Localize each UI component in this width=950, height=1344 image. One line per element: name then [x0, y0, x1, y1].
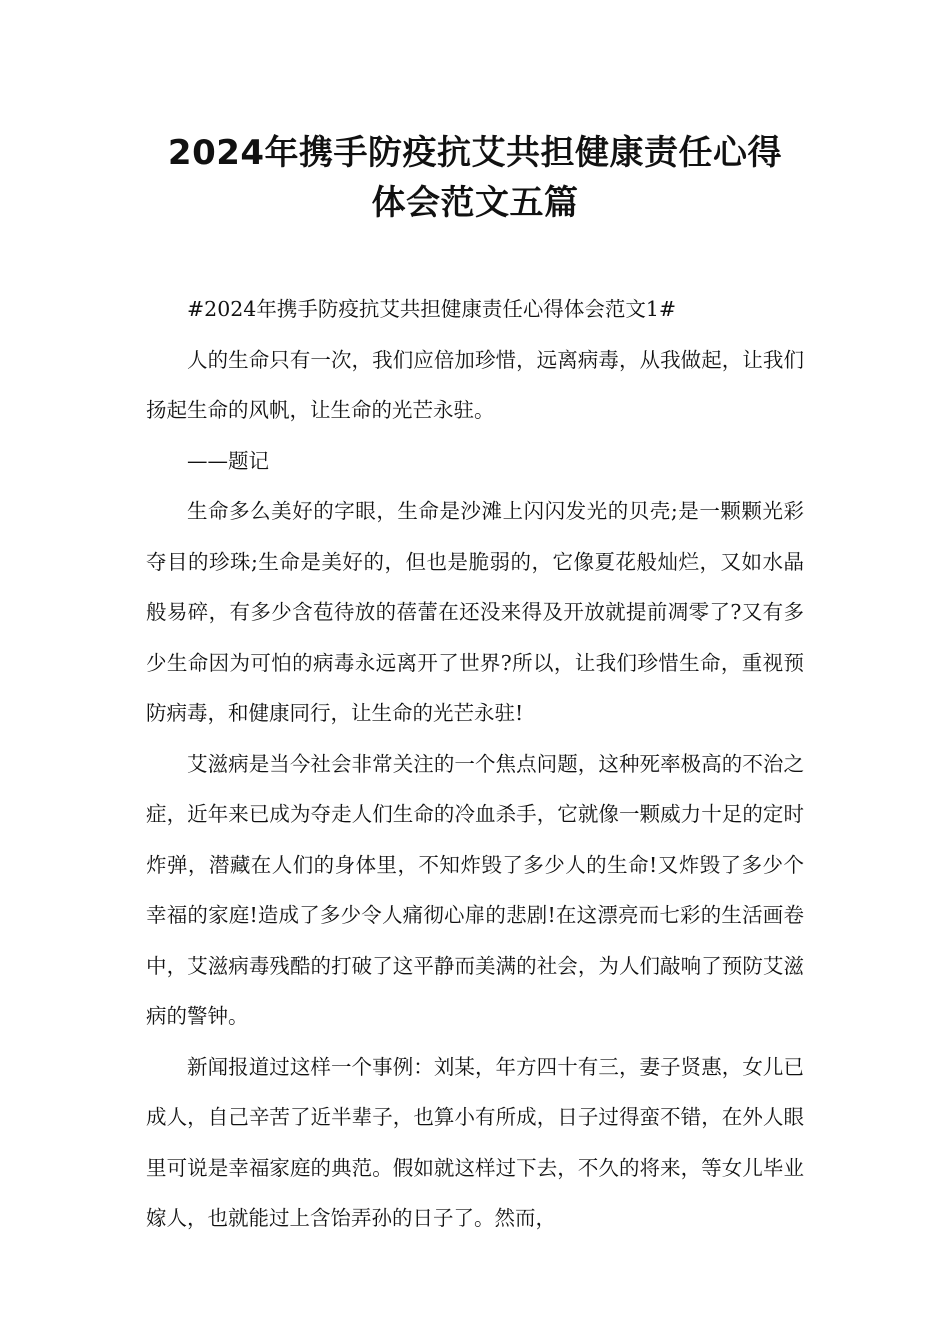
- document-body: [146, 284, 804, 1244]
- paragraph-intro: 人的生命只有一次，我们应倍加珍惜，远离病毒，从我做起，让我们扬起生命的风帆，让生命的光芒永驻。: [146, 347, 804, 422]
- title-line-1: 2024年携手防疫抗艾共担健康责任心得: [167, 133, 783, 173]
- section-heading: #2024年携手防疫抗艾共担健康责任心得体会范文1#: [187, 297, 677, 321]
- title-line-2: 体会范文五篇: [371, 183, 579, 223]
- document-title: [146, 128, 804, 228]
- paragraph-epigraph: ——题记: [187, 448, 269, 473]
- paragraph-news: 新闻报道过这样一个事例：刘某，年方四十有三，妻子贤惠，女儿已成人，自己辛苦了近半辈子，也算小有所成，日子过得蛮不错，在外人眼里可说是幸福家庭的典范。假如就这样过下去，不久的将来，等女儿毕业嫁人，也就能过上含饴弄孙的日子了。然而，: [146, 1054, 804, 1230]
- paragraph-aids: 艾滋病是当今社会非常关注的一个焦点问题，这种死率极高的不治之症，近年来已成为夺走人们生命的冷血杀手，它就像一颗威力十足的定时炸弹，潜藏在人们的身体里，不知炸毁了多少人的生命!又炸毁了多少个幸福的家庭!造成了多少令人痛彻心扉的悲剧!在这漂亮而七彩的生活画卷中，艾滋病毒残酷的打破了这平静而美满的社会，为人们敲响了预防艾滋病的警钟。: [146, 751, 804, 1028]
- paragraph-life: 生命多么美好的字眼，生命是沙滩上闪闪发光的贝壳;是一颗颗光彩夺目的珍珠;生命是美好的，但也是脆弱的，它像夏花般灿烂，又如水晶般易碎，有多少含苞待放的蓓蕾在还没来得及开放就提前凋零了?又有多少生命因为可怕的病毒永远离开了世界?所以，让我们珍惜生命，重视预防病毒，和健康同行，让生命的光芒永驻!: [146, 499, 804, 725]
